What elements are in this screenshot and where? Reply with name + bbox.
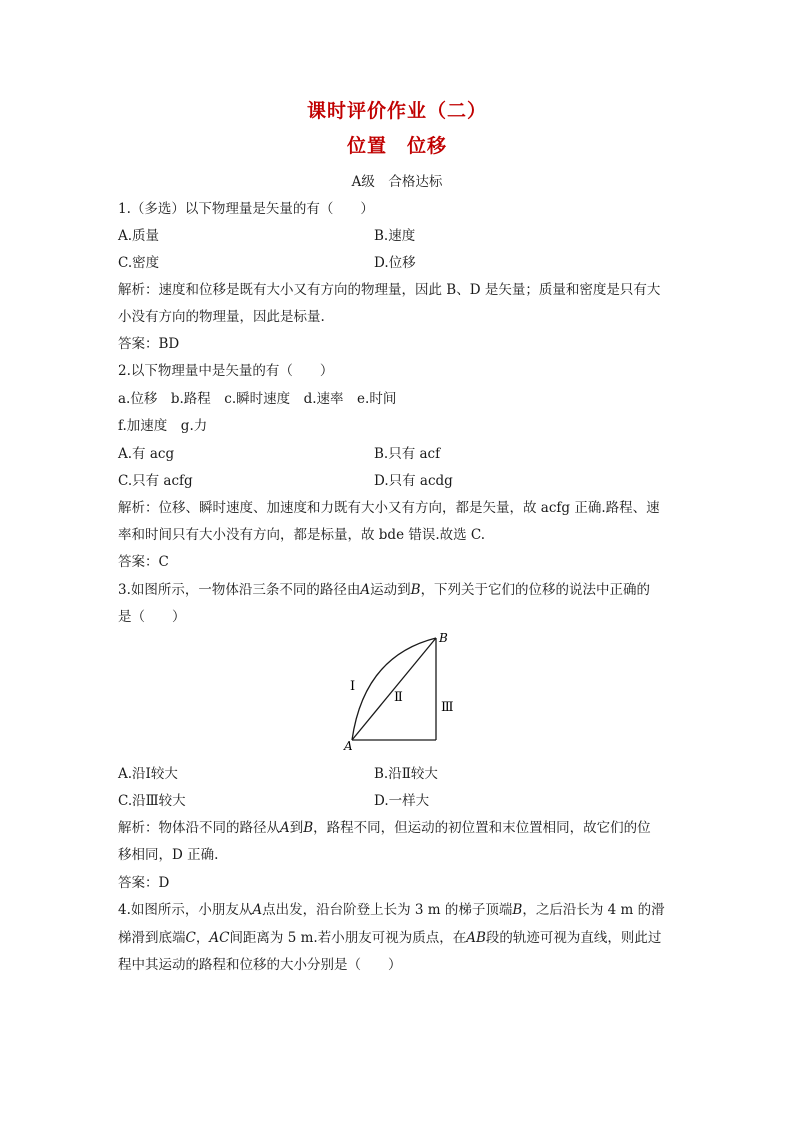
q2-items-line1: a.位移 b.路程 c.瞬时速度 d.速率 e.时间 bbox=[118, 391, 397, 407]
q1-answer: 答案：BD bbox=[118, 336, 180, 352]
q1-stem: 1.（多选）以下物理量是矢量的有（ ） bbox=[118, 201, 374, 217]
point-a-label: A bbox=[344, 739, 353, 752]
point-b-label: B bbox=[439, 631, 448, 645]
level-heading: A级 合格达标 bbox=[351, 174, 443, 190]
path-2-label: Ⅱ bbox=[394, 690, 403, 705]
lesson-subtitle: 位置 位移 bbox=[346, 135, 447, 157]
q2-stem: 2.以下物理量中是矢量的有（ ） bbox=[118, 363, 334, 379]
q3-answer: 答案：D bbox=[118, 875, 170, 891]
q3-stem-line1: 3.如图所示，一物体沿三条不同的路径由A运动到B，下列关于它们的位移的说法中正确的 bbox=[118, 582, 651, 598]
q1-option-a: A.质量 bbox=[118, 228, 160, 244]
q3-stem-line2: 是（ ） bbox=[118, 609, 186, 625]
q3-option-a: A.沿Ⅰ较大 bbox=[118, 766, 178, 782]
q2-option-d: D.只有 acdg bbox=[374, 473, 453, 489]
q3-option-d: D.一样大 bbox=[374, 793, 430, 809]
q3-path-figure bbox=[340, 628, 460, 752]
q2-analysis-line2: 率和时间只有大小没有方向，都是标量，故 bde 错误.故选 C. bbox=[118, 527, 486, 543]
q4-stem-line1: 4.如图所示，小朋友从A点出发，沿台阶登上长为 3 m 的梯子顶端B，之后沿长为 4 m 的滑 bbox=[118, 902, 665, 918]
q3-option-c: C.沿Ⅲ较大 bbox=[118, 793, 186, 809]
q2-items-line2: f.加速度 g.力 bbox=[118, 418, 208, 434]
q2-answer: 答案：C bbox=[118, 554, 169, 570]
path-2-straight bbox=[352, 638, 436, 740]
q1-option-b: B.速度 bbox=[374, 228, 416, 244]
q4-stem-line3: 程中其运动的路程和位移的大小分别是（ ） bbox=[118, 957, 402, 973]
path-3-label: Ⅲ bbox=[441, 700, 454, 715]
worksheet-title: 课时评价作业（二） bbox=[306, 100, 487, 122]
q1-option-c: C.密度 bbox=[118, 255, 160, 271]
q2-option-a: A.有 acg bbox=[118, 446, 175, 462]
q3-analysis-line1: 解析：物体沿不同的路径从A到B，路程不同，但运动的初位置和末位置相同，故它们的位 bbox=[118, 820, 651, 836]
q4-stem-line2: 梯滑到底端C，AC间距离为 5 m.若小朋友可视为质点，在AB段的轨迹可视为直线，则此过 bbox=[118, 930, 662, 946]
q2-option-c: C.只有 acfg bbox=[118, 473, 193, 489]
q1-option-d: D.位移 bbox=[374, 255, 416, 271]
q3-option-b: B.沿Ⅱ较大 bbox=[374, 766, 438, 782]
q1-analysis-line2: 小没有方向的物理量，因此是标量. bbox=[118, 309, 325, 325]
q3-analysis-line2: 移相同，D 正确. bbox=[118, 847, 219, 863]
q2-option-b: B.只有 acf bbox=[374, 446, 441, 462]
q2-analysis-line1: 解析：位移、瞬时速度、加速度和力既有大小又有方向，都是矢量，故 acfg 正确.路程、速 bbox=[118, 500, 660, 516]
q1-analysis-line1: 解析：速度和位移是既有大小又有方向的物理量，因此 B、D 是矢量；质量和密度是只有大 bbox=[118, 282, 661, 298]
path-1-label: Ⅰ bbox=[350, 679, 356, 694]
